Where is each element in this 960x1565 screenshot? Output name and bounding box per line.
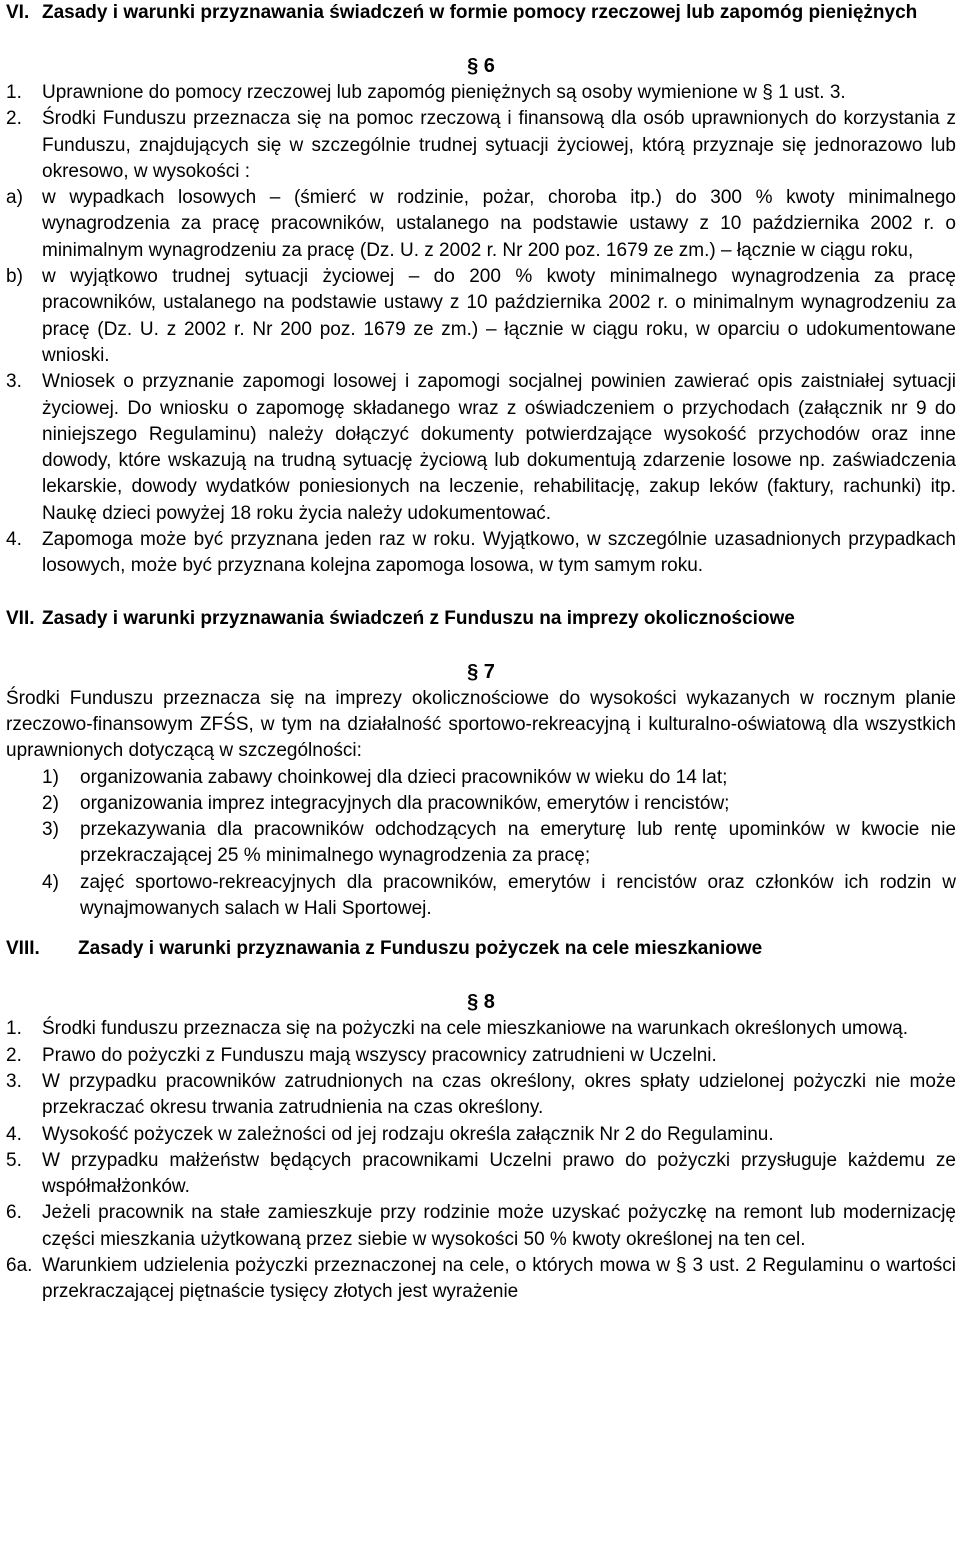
list-item (6, 1016, 956, 1042)
item-label: a) (6, 187, 23, 209)
item-label: b) (6, 266, 23, 288)
list-item (6, 1253, 956, 1306)
list-item (6, 80, 956, 106)
section-number: VI. (6, 2, 30, 23)
item-text: Środki Funduszu przeznacza się na pomoc rzeczową i finansową dla osób uprawnionych do korzystania z Funduszu, znajdujących się w szczególnie trudnej sytuacji życiowej, którą przyznaje się jednorazowo lub okresowo, w wysokości : (42, 108, 956, 182)
document-page (6, 0, 956, 1306)
item-label: 3. (6, 1070, 22, 1092)
item-text: Jeżeli pracownik na stałe zamieszkuje przy rodzinie może uzyskać pożyczkę na remont lub modernizację części mieszkania użytkowaną przez siebie w wysokości 50 % kwoty określonej na ten cel. (42, 1202, 956, 1250)
item-text: Warunkiem udzielenia pożyczki przeznaczonej na cele, o których mowa w § 3 ust. 2 Regulaminu o wartości przekraczającej piętnaście tysięcy złotych jest wyrażenie (42, 1254, 956, 1303)
list-item (6, 1200, 956, 1253)
list-item (6, 106, 956, 185)
item-text: Prawo do pożyczki z Funduszu mają wszyscy pracownicy zatrudnieni w Uczelni. (42, 1044, 717, 1066)
list-item (6, 791, 956, 817)
item-label: 6a. (6, 1254, 33, 1276)
item-label: 4) (42, 871, 59, 893)
list-item (6, 1043, 956, 1069)
item-label: 2. (6, 108, 22, 130)
item-label: 1. (6, 1018, 22, 1040)
section-title: Zasady i warunki przyznawania świadczeń z Funduszu na imprezy okolicznościowe (42, 607, 795, 629)
item-label: 4. (6, 529, 22, 551)
section-number: VIII. (6, 938, 40, 960)
paragraph-mark-8: § 8 (467, 991, 495, 1014)
section-heading-vi (6, 0, 956, 26)
item-text: Wysokość pożyczek w zależności od jej rodzaju określa załącznik Nr 2 do Regulaminu. (42, 1123, 774, 1145)
section-title: Zasady i warunki przyznawania z Funduszu pożyczek na cele mieszkaniowe (78, 938, 763, 960)
item-text: zajęć sportowo-rekreacyjnych dla pracowników, emerytów i rencistów oraz członków ich rodzin w wynajmowanych salach w Hali Sportowej. (80, 871, 956, 920)
section-heading-vii (6, 606, 956, 632)
item-text: w wypadkach losowych – (śmierć w rodzinie, pożar, choroba itp.) do 300 % kwoty minimalnego wynagrodzenia za pracę pracowników, ustalanego na podstawie ustawy z 10 października 2002 r. o minimalnym wynagrodzeniu za pracę (Dz. U. z 2002 r. Nr 200 poz. 1679 ze zm.) – łącznie w ciągu roku, (42, 187, 956, 261)
item-text: Zapomoga może być przyznana jeden raz w roku. Wyjątkowo, w szczególnie uzasadnionych przypadkach losowych, może być przyznana kolejna zapomoga losowa, w tym samym roku. (42, 529, 956, 577)
item-text: przekazywania dla pracowników odchodzących na emeryturę lub rentę upominków w kwocie nie przekraczającej 25 % minimalnego wynagrodzenia za pracę; (80, 819, 956, 867)
list-item (6, 1148, 956, 1201)
list-item (6, 817, 956, 870)
item-text: w wyjątkowo trudnej sytuacji życiowej – do 200 % kwoty minimalnego wynagrodzenia za pracę pracowników, ustalanego na podstawie ustawy z 10 października 2002 r. o minimalnym wynagrodzeniu za pracę (Dz. U. z 2002 r. Nr 200 poz. 1679 ze zm.) – łącznie w ciągu roku, w oparciu o udokumentowane wnioski. (42, 266, 956, 366)
section-number: VII. (6, 607, 35, 629)
list-item (6, 1069, 956, 1122)
item-text: W przypadku pracowników zatrudnionych na czas określony, okres spłaty udzielonej pożyczki nie może przekraczać okresu trwania zatrudnienia na czas określony. (42, 1070, 956, 1119)
list-item (6, 765, 956, 791)
paragraph-mark-7: § 7 (467, 660, 495, 683)
item-label: 3. (6, 371, 22, 393)
item-text: W przypadku małżeństw będących pracownikami Uczelni prawo do pożyczki przysługuje każdemu ze współmałżonków. (42, 1149, 956, 1198)
item-text: organizowania imprez integracyjnych dla pracowników, emerytów i rencistów; (80, 792, 730, 814)
list-item (6, 870, 956, 923)
item-label: 5. (6, 1149, 22, 1171)
item-label: 2. (6, 1044, 22, 1066)
section-intro: Środki Funduszu przeznacza się na imprezy okolicznościowe do wysokości wykazanych w rocznym planie rzeczowo-finansowym ZFŚS, w tym na działalność sportowo-rekreacyjną i kulturalno-oświatową dla wszystkich uprawnionych dotyczącą w szczególności: (6, 687, 956, 762)
list-item (6, 264, 956, 369)
item-label: 1) (42, 766, 59, 788)
item-label: 1. (6, 82, 22, 103)
list-item (6, 369, 956, 527)
paragraph-mark-6: § 6 (467, 55, 495, 77)
item-label: 4. (6, 1123, 22, 1145)
item-text: Uprawnione do pomocy rzeczowej lub zapomóg pieniężnych są osoby wymienione w § 1 ust. 3. (42, 82, 846, 103)
list-item (6, 1122, 956, 1148)
section-title: Zasady i warunki przyznawania świadczeń w formie pomocy rzeczowej lub zapomóg pieniężnych (42, 2, 918, 23)
item-label: 6. (6, 1202, 22, 1224)
section-heading-viii (6, 936, 956, 962)
item-text: organizowania zabawy choinkowej dla dzieci pracowników w wieku do 14 lat; (80, 766, 728, 788)
item-text: Wniosek o przyznanie zapomogi losowej i zapomogi socjalnej powinien zawierać opis zaistniałej sytuacji życiowej. Do wniosku o zapomogę składanego wraz z oświadczeniem o przychodach (załącznik nr 9 do niniejszego Regulaminu) należy dołączyć dokumenty potwierdzające wysokość przychodów oraz inne dowody, które wskazują na trudną sytuację życiową lub dokumentują zdarzenie losowe np. zaświadczenia lekarskie, dowody wydatków poniesionych na leczenie, rehabilitację, zakup leków (faktury, rachunki) itp. Naukę dzieci powyżej 18 roku życia należy udokumentować. (42, 371, 956, 524)
item-text: Środki funduszu przeznacza się na pożyczki na cele mieszkaniowe na warunkach określonych umową. (42, 1018, 908, 1040)
item-label: 3) (42, 819, 59, 841)
list-item (6, 527, 956, 580)
list-item (6, 185, 956, 264)
item-label: 2) (42, 792, 59, 814)
